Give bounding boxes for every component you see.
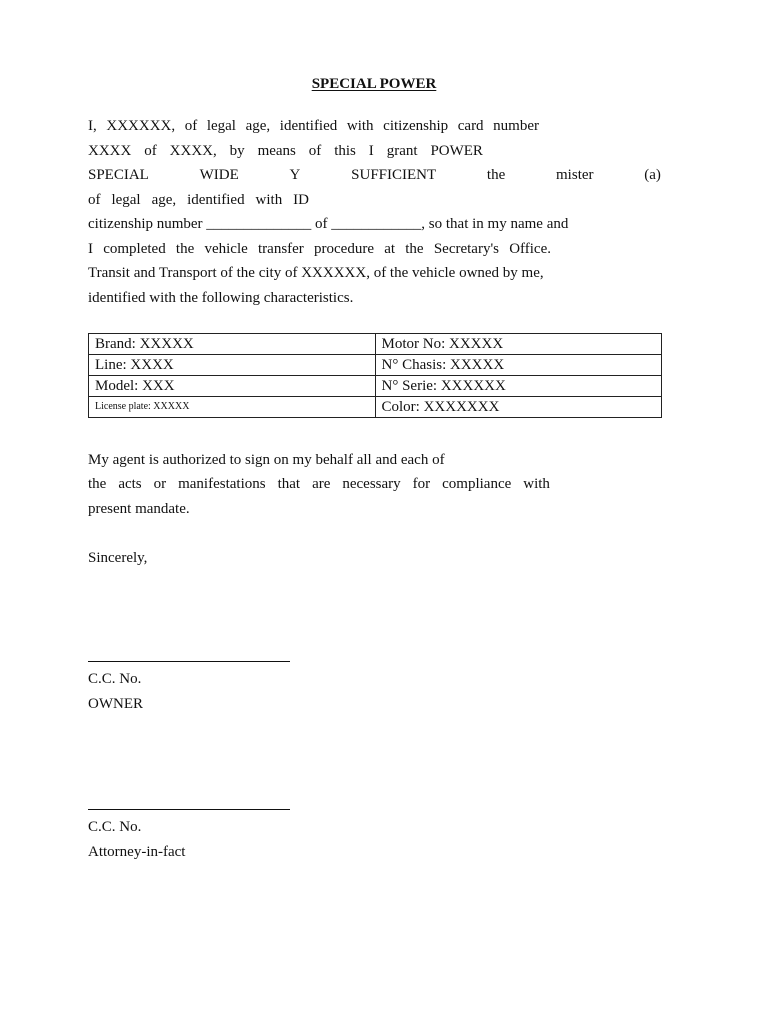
word: the [88, 476, 107, 492]
word: POWER [430, 143, 483, 159]
paragraph1-line2 [88, 142, 483, 160]
color-cell: Color: XXXXXXX [375, 397, 662, 418]
paragraph1-line6 [88, 240, 551, 258]
paragraph2-line2 [88, 475, 550, 493]
word: age, [245, 118, 271, 134]
word: acts [118, 476, 142, 492]
table-row [89, 355, 662, 376]
word: the [175, 241, 195, 257]
word: the [405, 241, 424, 257]
closing-text: Sincerely, [88, 550, 148, 566]
model-cell: Model: XXX [89, 376, 376, 397]
paragraph1-line1 [88, 117, 539, 135]
owner-cc-label: C.C. No. [88, 671, 142, 687]
word: for [412, 476, 431, 492]
chasis-number-cell: N° Chasis: XXXXX [375, 355, 662, 376]
word: age, [151, 192, 177, 208]
word: I, [88, 118, 97, 134]
table-row [89, 376, 662, 397]
word: SUFFICIENT [351, 167, 437, 183]
document-title: SPECIAL POWER [311, 76, 437, 92]
word: ID [293, 192, 309, 208]
word: with [255, 192, 283, 208]
word: procedure [314, 241, 374, 257]
motor-number-cell: Motor No: XXXXX [375, 334, 662, 355]
word: of [88, 192, 101, 208]
paragraph1-line8: identified with the following characteristics. [88, 290, 354, 306]
word: Y [289, 167, 301, 183]
word: identified [279, 118, 338, 134]
owner-signature-line [88, 661, 290, 662]
serie-number-cell: N° Serie: XXXXXX [375, 376, 662, 397]
attorney-cc-label: C.C. No. [88, 819, 142, 835]
word: I [368, 143, 374, 159]
paragraph1-line3 [88, 166, 661, 184]
attorney-role: Attorney-in-fact [88, 844, 186, 860]
word: number [493, 118, 539, 134]
word: compliance [442, 476, 512, 492]
vehicle-characteristics-table [88, 333, 662, 418]
word: (a) [644, 167, 661, 183]
word: are [312, 476, 331, 492]
word: XXXXXX, [106, 118, 176, 134]
word: the [486, 167, 506, 183]
word: Secretary's [433, 241, 499, 257]
paragraph1-line4 [88, 191, 309, 209]
paragraph1-line7: Transit and Transport of the city of XXXXXX, of the vehicle owned by me, [88, 265, 544, 281]
word: legal [206, 118, 236, 134]
word: with [523, 476, 550, 492]
word: this [334, 143, 356, 159]
word: citizenship [383, 118, 449, 134]
word: vehicle [204, 241, 248, 257]
word: of [308, 143, 322, 159]
word: SPECIAL [88, 167, 149, 183]
table-row [89, 334, 662, 355]
word: at [384, 241, 396, 257]
word: completed [103, 241, 166, 257]
word: transfer [258, 241, 304, 257]
line-cell: Line: XXXX [89, 355, 376, 376]
word: mister [556, 167, 594, 183]
paragraph2-line3: present mandate. [88, 501, 190, 517]
word: that [277, 476, 301, 492]
table-row [89, 397, 662, 418]
word: of [144, 143, 157, 159]
brand-cell: Brand: XXXXX [89, 334, 376, 355]
word: card [457, 118, 484, 134]
word: means [257, 143, 296, 159]
license-plate-cell: License plate: XXXXX [89, 397, 376, 418]
word: necessary [342, 476, 401, 492]
word: or [153, 476, 167, 492]
owner-role: OWNER [88, 696, 143, 712]
word: XXXX, [169, 143, 217, 159]
word: WIDE [199, 167, 239, 183]
word: with [346, 118, 374, 134]
word: by [229, 143, 245, 159]
word: Office. [509, 241, 551, 257]
word: manifestations [178, 476, 266, 492]
attorney-signature-line [88, 809, 290, 810]
paragraph1-line5: citizenship number ______________ of ____________, so that in my name and [88, 216, 569, 232]
word: I [88, 241, 93, 257]
paragraph2-line1: My agent is authorized to sign on my behalf all and each of [88, 452, 445, 468]
word: legal [111, 192, 141, 208]
word: identified [187, 192, 245, 208]
word: grant [386, 143, 418, 159]
word: XXXX [88, 143, 132, 159]
word: of [184, 118, 198, 134]
